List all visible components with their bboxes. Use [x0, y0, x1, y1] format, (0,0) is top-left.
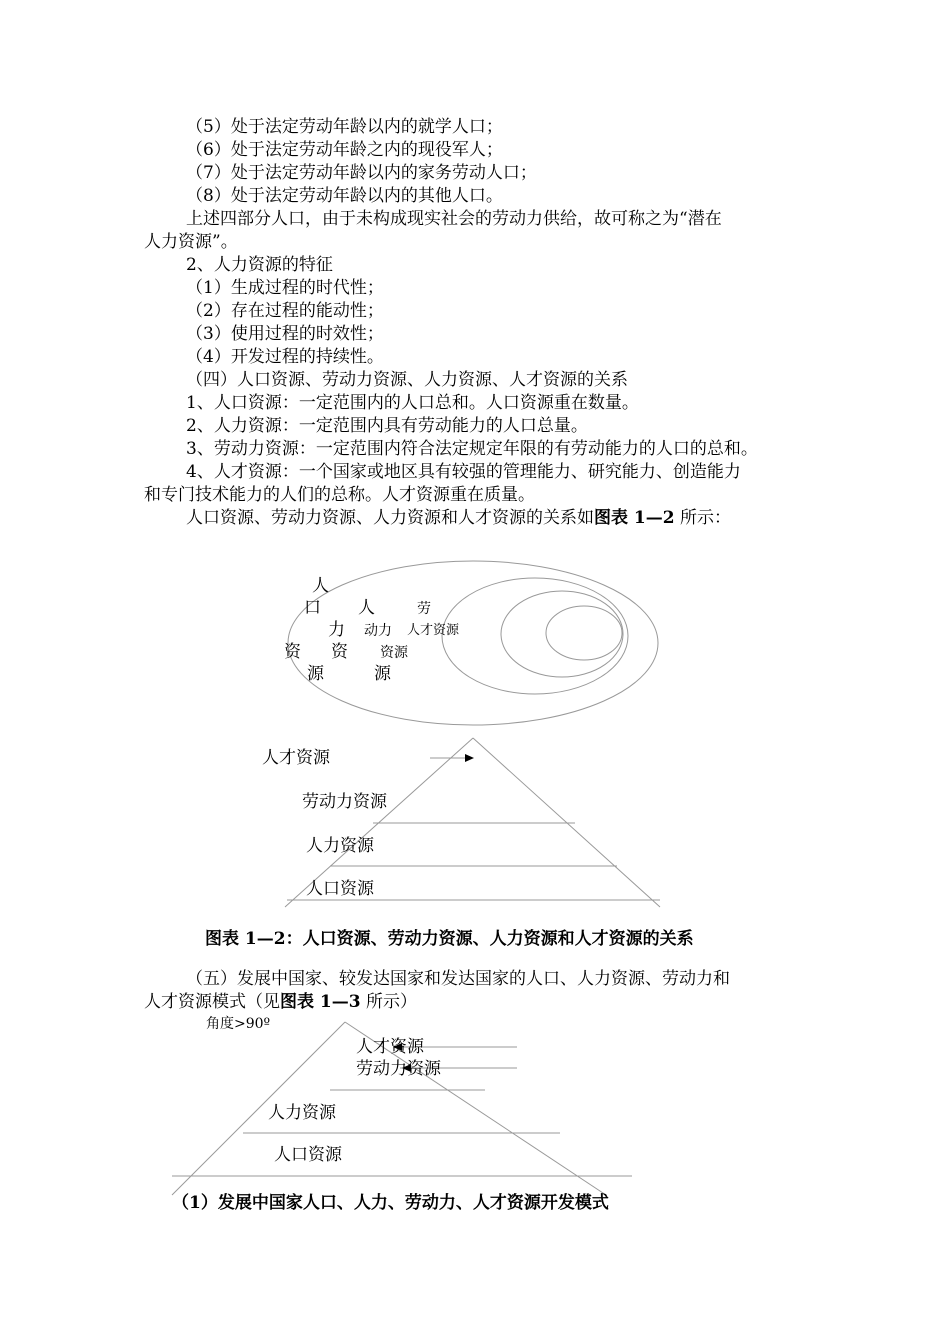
ellipse-label-ren: 人 — [312, 576, 329, 596]
ellipse-label-talent: 人才资源 — [407, 623, 460, 638]
text-run: 所示） — [360, 992, 417, 1012]
text-line: （7）处于法定劳动年龄以内的家务劳动人口； — [186, 163, 537, 183]
pyramid2-human-label: 人力资源 — [268, 1103, 336, 1123]
pyramid2-labor-label: 劳动力资源 — [356, 1059, 441, 1079]
pyramid1-population-label: 人口资源 — [306, 879, 374, 899]
section-heading: （五）发展中国家、较发达国家和发达国家的人口、人力资源、劳动力和 — [186, 969, 730, 989]
section-heading: 2、人力资源的特征 — [186, 255, 333, 275]
text-run: 所示： — [674, 508, 731, 528]
text-line: （2）存在过程的能动性； — [186, 301, 384, 321]
labor-ellipse — [501, 591, 623, 677]
ellipse-label-yuan2: 源 — [374, 664, 391, 684]
ellipse-label-li: 力 — [328, 620, 345, 640]
text-line: 2、人力资源：一定范围内具有劳动能力的人口总量。 — [186, 416, 588, 436]
text-line: 3、劳动力资源：一定范围内符合法定规定年限的有劳动能力的人口的总和。 — [186, 439, 758, 459]
ellipse-label-kou: 口 — [304, 598, 321, 618]
figure-reference: 图表 1—2 — [594, 508, 675, 528]
pyramid2-population-label: 人口资源 — [274, 1145, 342, 1165]
text-line: （1）生成过程的时代性； — [186, 278, 384, 298]
text-line: （4）开发过程的持续性。 — [186, 347, 384, 367]
text-line: （3）使用过程的时效性； — [186, 324, 384, 344]
talent-ellipse — [546, 606, 622, 660]
figure-caption: （1）发展中国家人口、人力、劳动力、人才资源开发模式 — [172, 1193, 609, 1213]
ellipse-label-lao: 劳 — [417, 601, 431, 617]
ellipse-label-yuan1: 源 — [307, 664, 324, 684]
text-line: （6）处于法定劳动年龄之内的现役军人； — [186, 140, 503, 160]
pyramid2-talent-label: 人才资源 — [356, 1037, 424, 1057]
pyramid1-human-label: 人力资源 — [306, 836, 374, 856]
ellipse-label-zi1: 资 — [284, 642, 301, 662]
ellipse-label-dongli: 动力 — [364, 623, 392, 639]
angle-label: 角度>90º — [206, 1016, 271, 1032]
text-run: 人才资源模式（见 — [144, 992, 280, 1012]
figure-caption: 图表 1—2：人口资源、劳动力资源、人力资源和人才资源的关系 — [205, 929, 694, 949]
text-line: 1、人口资源：一定范围内的人口总和。人口资源重在数量。 — [186, 393, 639, 413]
text-line: （8）处于法定劳动年龄以内的其他人口。 — [186, 186, 503, 206]
ellipse-label-ziyuan: 资源 — [380, 645, 408, 661]
text-line: 和专门技术能力的人们的总称。人才资源重在质量。 — [144, 485, 535, 505]
section-heading: （四）人口资源、劳动力资源、人力资源、人才资源的关系 — [186, 370, 628, 390]
ellipse-label-ren2: 人 — [358, 598, 375, 618]
text-line: 4、人才资源：一个国家或地区具有较强的管理能力、研究能力、创造能力 — [186, 462, 741, 482]
text-line: 人力资源”。 — [144, 232, 238, 252]
pyramid1-labor-label: 劳动力资源 — [302, 792, 387, 812]
text-line: 上述四部分人口，由于未构成现实社会的劳动力供给，故可称之为“潜在 — [186, 209, 722, 229]
figure-reference: 图表 1—3 — [280, 992, 361, 1012]
text-run: 人口资源、劳动力资源、人力资源和人才资源的关系如 — [186, 508, 594, 528]
text-line — [144, 991, 417, 1013]
text-line: （5）处于法定劳动年龄以内的就学人口； — [186, 117, 503, 137]
pyramid1-talent-label: 人才资源 — [262, 748, 330, 768]
ellipse-label-zi2: 资 — [331, 642, 348, 662]
arrow-icon — [465, 754, 474, 762]
